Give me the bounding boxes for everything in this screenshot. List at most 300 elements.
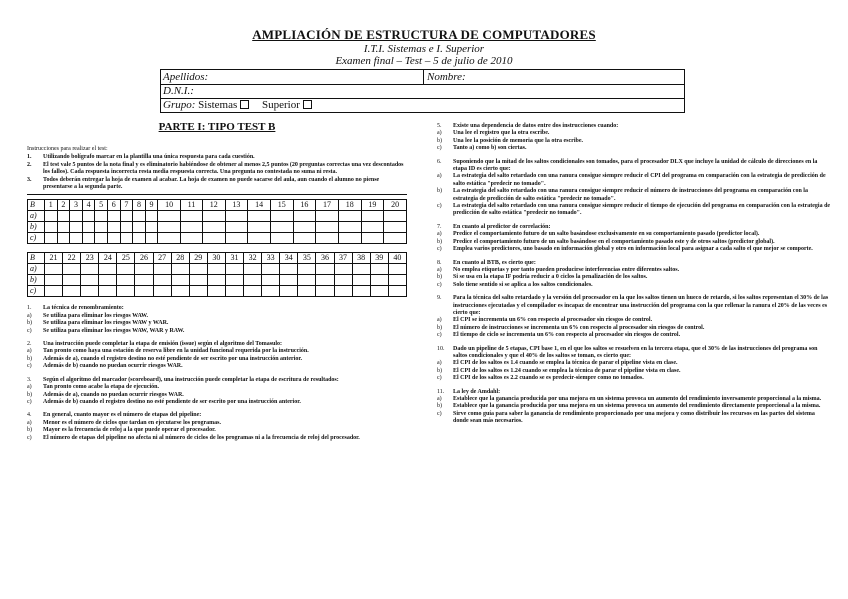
answer-cell[interactable] (207, 275, 225, 286)
question-text: Para la técnica del salto retardado y la versión del procesador en la que los saltos tienen un hueco de retardo, si los saltos representan el 30% de las instrucciones ejecutadas y el compilador es incapaz de encontrar una instrucción del programa con la que rellenar la ranura el 20% de las veces es cierto que: (453, 295, 829, 316)
answer-cell[interactable] (133, 211, 146, 222)
question (437, 123, 832, 153)
answer-cell[interactable] (189, 264, 207, 275)
answer-cell[interactable] (63, 286, 81, 297)
answer-option (27, 348, 407, 355)
question-number-cell: 34 (280, 253, 298, 264)
answer-cell[interactable] (145, 211, 158, 222)
question (437, 389, 832, 426)
question (27, 412, 407, 442)
question (27, 305, 407, 335)
answer-cell[interactable] (120, 222, 133, 233)
answer-option (437, 246, 832, 253)
option-letter: b) (437, 188, 442, 195)
answer-cell[interactable] (70, 222, 83, 233)
answer-cell[interactable] (63, 264, 81, 275)
question-number: 8. (437, 259, 442, 266)
option-letter: c) (437, 332, 442, 339)
answer-option (437, 396, 832, 403)
answer-option (437, 274, 832, 281)
question-number-cell: 5 (95, 200, 108, 211)
grid-header-row (28, 200, 407, 211)
answer-cell[interactable] (352, 286, 370, 297)
option-letter: c) (27, 398, 32, 405)
answer-cell[interactable] (244, 286, 262, 297)
question-number-cell: 24 (99, 253, 117, 264)
answer-cell[interactable] (57, 211, 70, 222)
answer-cell[interactable] (117, 264, 135, 275)
answer-cell[interactable] (63, 275, 81, 286)
question-number: 3. (27, 376, 32, 383)
answer-cell[interactable] (99, 264, 117, 275)
answer-cell[interactable] (81, 264, 99, 275)
answer-cell[interactable] (207, 286, 225, 297)
question-number-cell: 27 (153, 253, 171, 264)
answer-cell[interactable] (338, 233, 361, 244)
option-text: El tiempo de ciclo se incrementa un 6% con respecto al procesador sin riesgos de control. (453, 332, 681, 339)
answer-cell[interactable] (117, 275, 135, 286)
grid-option-row (28, 264, 407, 275)
answer-cell[interactable] (82, 233, 95, 244)
answer-option (437, 403, 832, 410)
answer-cell[interactable] (45, 264, 63, 275)
question-number-cell: 1 (45, 200, 58, 211)
answer-cell[interactable] (370, 286, 388, 297)
option-text: El número de etapas del pipeline no afecta ni al número de ciclos de los programas ni a la frecuencia de reloj del procesador. (43, 434, 360, 441)
option-text: Además de b) cuando no puedan ocurrir riesgos WAR. (43, 363, 183, 370)
answer-cell[interactable] (57, 222, 70, 233)
answer-cell[interactable] (135, 275, 153, 286)
answer-cell[interactable] (361, 222, 384, 233)
answer-cell[interactable] (120, 233, 133, 244)
option-text: Mayor es la frecuencia de reloj a la que puede operar el procesador. (43, 427, 216, 434)
answer-cell[interactable] (384, 222, 407, 233)
option-letter: a) (437, 360, 442, 367)
answer-cell[interactable] (280, 275, 298, 286)
instruction-item (27, 162, 407, 177)
option-text: El CPI de los saltos es 1.24 cuando se emplea la técnica de parar el pipeline vista en clase. (453, 367, 681, 374)
answer-table-1-20 (27, 199, 407, 244)
instruction-number: 3. (27, 176, 32, 183)
answer-cell[interactable] (117, 286, 135, 297)
answer-cell[interactable] (181, 222, 203, 233)
question-text: Suponiendo que la mitad de los saltos condicionales son tomados, para el procesador DLX que incluye la unidad de cálculo de direcciones en la etapa ID es cierto que: (453, 158, 818, 173)
question-number-cell: 17 (316, 200, 339, 211)
option-letter: b) (27, 391, 32, 398)
right-column (437, 123, 832, 432)
question-number-cell: 16 (293, 200, 316, 211)
answer-option (27, 320, 407, 327)
answer-cell[interactable] (202, 222, 225, 233)
question-number-cell: 39 (370, 253, 388, 264)
sistemas-checkbox[interactable] (240, 100, 249, 109)
option-letter: c) (437, 246, 442, 253)
instruction-text: Utilizando bolígrafo marcar en la plantilla una única respuesta para cada cuestión. (43, 154, 255, 161)
question-text: En cuanto al predictor de correlación: (453, 223, 551, 230)
question-number-cell: 9 (145, 200, 158, 211)
option-letter: a) (437, 130, 442, 137)
question-text: Existe una dependencia de datos entre dos instrucciones cuando: (453, 123, 619, 129)
answer-cell[interactable] (81, 286, 99, 297)
answer-option (27, 384, 407, 391)
answer-cell[interactable] (384, 211, 407, 222)
answer-option (27, 399, 407, 406)
answer-option (437, 282, 832, 289)
answer-cell[interactable] (280, 264, 298, 275)
option-letter: c) (437, 281, 442, 288)
answer-cell[interactable] (225, 275, 243, 286)
option-text: Emplea varios predictores, uno basado en información global y otro en información local para asignar a cada salto el que mejor se comporte. (453, 246, 813, 253)
answer-cell[interactable] (316, 286, 334, 297)
answer-cell[interactable] (361, 233, 384, 244)
question-text: La técnica de renombramiento: (43, 305, 124, 312)
answer-cell[interactable] (158, 233, 181, 244)
question (437, 260, 832, 290)
answer-cell[interactable] (95, 233, 108, 244)
question-stem (27, 341, 407, 348)
question-number-cell: 19 (361, 200, 384, 211)
answer-cell[interactable] (298, 286, 316, 297)
question-text: Dado un pipeline de 5 etapas, CPI base 1, en el que los saltos se resuelven en la tercera etapa, que el 30% de las instrucciones del programa son saltos condicionales y que el 40% de los saltos se toman, es cierto que: (453, 345, 818, 359)
superior-checkbox[interactable] (303, 100, 312, 109)
option-letter: a) (437, 266, 442, 273)
answer-cell[interactable] (82, 222, 95, 233)
answer-cell[interactable] (202, 211, 225, 222)
answer-cell[interactable] (262, 264, 280, 275)
answer-cell[interactable] (370, 264, 388, 275)
grid-header-row (28, 253, 407, 264)
answer-cell[interactable] (225, 211, 248, 222)
answer-cell[interactable] (352, 264, 370, 275)
answer-cell[interactable] (133, 222, 146, 233)
option-text: Sirve como guía para saber la ganancia de rendimiento proporcionado por una mejora y como distribuir los recursos en las partes del sistema donde sean más necesarios. (453, 410, 815, 425)
answer-option (437, 360, 832, 367)
answer-cell[interactable] (248, 211, 271, 222)
answer-cell[interactable] (316, 222, 339, 233)
answer-cell[interactable] (145, 233, 158, 244)
option-letter: c) (437, 203, 442, 210)
question-number-cell: 28 (171, 253, 189, 264)
question-number: 6. (437, 158, 442, 165)
answer-cell[interactable] (171, 275, 189, 286)
part-heading: PARTE I: TIPO TEST B (158, 121, 276, 133)
answer-cell[interactable] (70, 233, 83, 244)
option-text: Se utiliza para eliminar los riesgos WAW. (43, 312, 149, 319)
question-number-cell: 8 (133, 200, 146, 211)
question-text: Una instrucción puede completar la etapa de emisión (issue) según el algoritmo del Tomasulo: (43, 341, 283, 348)
answer-cell[interactable] (388, 264, 406, 275)
option-text: La estrategia del salto retardado con una ranura consigue siempre reducir el número de instrucciones del programa en comparación con la estrategia de predicción de salto estática "predecir no tomado". (453, 188, 808, 202)
question-number-cell: 26 (135, 253, 153, 264)
answer-cell[interactable] (248, 222, 271, 233)
answer-table-21-40 (27, 252, 407, 297)
answer-option (437, 267, 832, 274)
question-number-cell: 25 (117, 253, 135, 264)
answer-cell[interactable] (293, 222, 316, 233)
option-text: La estrategia del salto retardado con una ranura consigue siempre reducir el CPI del programa en comparación con la estrategia de predicción de salto estática "predecir no tomado". (453, 173, 826, 187)
answer-option (437, 239, 832, 246)
answer-cell[interactable] (135, 286, 153, 297)
answer-cell[interactable] (202, 233, 225, 244)
answer-cell[interactable] (388, 286, 406, 297)
option-row-label: c) (28, 286, 45, 297)
answer-cell[interactable] (153, 275, 171, 286)
id-divider (423, 70, 424, 84)
question-stem (437, 389, 832, 396)
option-text: El CPI se incrementa un 6% con respecto al procesador sin riesgos de control. (453, 317, 653, 324)
answer-cell[interactable] (293, 211, 316, 222)
question-stem (437, 346, 832, 361)
option-text: Menor es el número de ciclos que tardan en ejecutarse los programas. (43, 419, 221, 426)
answer-cell[interactable] (45, 233, 58, 244)
exam-subtitle-date: Examen final – Test – 5 de julio de 2010 (335, 55, 513, 67)
question (437, 295, 832, 339)
dni-label: D.N.I.: (163, 85, 194, 97)
grid-corner-label: B (28, 200, 45, 211)
answer-cell[interactable] (107, 222, 120, 233)
answer-cell[interactable] (225, 286, 243, 297)
answer-option (27, 420, 407, 427)
questions-left (27, 305, 407, 442)
instruction-text: El test vale 5 puntos de la nota final y es eliminatorio habiéndose de obtener al menos 2,5 puntos (20 preguntas correctas una vez descontados los fallos). Cada respuesta incorrecta resta media respuesta correcta. Una pregunta no contestada no suma ni resta. (43, 161, 404, 176)
answer-cell[interactable] (280, 286, 298, 297)
question-text: En cuanto al BTB, es cierto que: (453, 259, 536, 266)
option-text: Si se usa en la etapa IF podría reducir a 0 ciclos la penalización de los saltos. (453, 274, 648, 281)
id-row-group (161, 98, 684, 112)
answer-cell[interactable] (225, 264, 243, 275)
answer-cell[interactable] (45, 222, 58, 233)
option-letter: b) (437, 367, 442, 374)
answer-cell[interactable] (171, 264, 189, 275)
option-letter: a) (437, 173, 442, 180)
option-letter: c) (27, 434, 32, 441)
option-text: Tan pronto como haya una estación de reserva libre en la unidad funcional requerida por la instrucción. (43, 348, 309, 355)
answer-cell[interactable] (107, 233, 120, 244)
answer-cell[interactable] (316, 264, 334, 275)
answer-cell[interactable] (298, 264, 316, 275)
question-text: Según el algoritmo del marcador (scoreboard), una instrucción puede completar la etapa de escritura de resultados: (43, 376, 339, 383)
answer-cell[interactable] (133, 233, 146, 244)
answer-cell[interactable] (95, 211, 108, 222)
question-number-cell: 40 (388, 253, 406, 264)
answer-cell[interactable] (153, 264, 171, 275)
option-letter: b) (437, 324, 442, 331)
grid-option-row (28, 275, 407, 286)
question-number-cell: 36 (316, 253, 334, 264)
question-number-cell: 3 (70, 200, 83, 211)
answer-cell[interactable] (225, 222, 248, 233)
answer-cell[interactable] (207, 264, 225, 275)
question-number: 2. (27, 341, 32, 348)
question-number-cell: 20 (384, 200, 407, 211)
question-number-cell: 33 (262, 253, 280, 264)
answer-cell[interactable] (293, 233, 316, 244)
answer-option (437, 325, 832, 332)
question-number: 10. (437, 345, 445, 352)
option-letter: a) (437, 396, 442, 402)
answer-cell[interactable] (189, 275, 207, 286)
answer-cell[interactable] (45, 211, 58, 222)
answer-cell[interactable] (262, 286, 280, 297)
question (437, 159, 832, 218)
option-text: La estrategia del salto retardado con una ranura consigue siempre reducir el tiempo de ejecución del programa en comparación con la estrategia de predicción de salto estática "predecir no tomado". (453, 203, 831, 217)
answer-cell[interactable] (316, 211, 339, 222)
answer-cell[interactable] (45, 275, 63, 286)
answer-option (437, 411, 832, 426)
answer-option (437, 173, 832, 188)
answer-cell[interactable] (262, 275, 280, 286)
option-letter: c) (437, 410, 442, 417)
answer-cell[interactable] (99, 286, 117, 297)
answer-cell[interactable] (370, 275, 388, 286)
answer-cell[interactable] (158, 222, 181, 233)
answer-cell[interactable] (57, 233, 70, 244)
nombre-label: Nombre: (427, 71, 466, 83)
question-number: 5. (437, 123, 442, 129)
answer-grid-1 (27, 199, 407, 244)
option-text: No emplea etiquetas y por tanto pueden producirse interferencias entre diferentes saltos. (453, 266, 680, 273)
option-letter: a) (437, 231, 442, 238)
group-field (163, 98, 322, 112)
option-row-label: a) (28, 211, 45, 222)
answer-option (437, 203, 832, 218)
option-text: Predice el comportamiento futuro de un salto basándose en el comportamiento pasado este y de otros saltos (predictor global). (453, 238, 775, 245)
sistemas-label: Sistemas (198, 99, 238, 111)
answer-cell[interactable] (244, 275, 262, 286)
option-letter: c) (437, 375, 442, 382)
option-text: Además de b) cuando el registro destino no esté pendiente de ser escrito por una instrucción anterior. (43, 398, 301, 405)
answer-cell[interactable] (135, 264, 153, 275)
option-text: El CPI de los saltos es 2.2 cuando se es predecir-siempre como no tomados. (453, 375, 644, 382)
answer-cell[interactable] (107, 211, 120, 222)
option-letter: c) (27, 327, 32, 334)
answer-cell[interactable] (120, 211, 133, 222)
answer-cell[interactable] (181, 211, 203, 222)
instructions-heading: Instrucciones para realizar el test: (27, 146, 108, 152)
answer-cell[interactable] (384, 233, 407, 244)
option-text: Además de a), cuando el registro destino no esté pendiente de ser escrito por una instrucción anterior. (43, 355, 302, 362)
answer-cell[interactable] (270, 222, 293, 233)
option-letter: b) (27, 320, 32, 327)
question-number-cell: 29 (189, 253, 207, 264)
option-letter: b) (437, 137, 442, 144)
question-number-cell: 12 (202, 200, 225, 211)
question-stem (27, 412, 407, 419)
grid-option-row (28, 222, 407, 233)
id-row-dni (161, 84, 684, 99)
grid-option-row (28, 286, 407, 297)
answer-cell[interactable] (388, 275, 406, 286)
answer-cell[interactable] (225, 233, 248, 244)
answer-cell[interactable] (298, 275, 316, 286)
option-row-label: c) (28, 233, 45, 244)
answer-cell[interactable] (70, 211, 83, 222)
question-number: 9. (437, 295, 442, 302)
answer-cell[interactable] (316, 275, 334, 286)
answer-cell[interactable] (95, 222, 108, 233)
answer-cell[interactable] (316, 233, 339, 244)
option-text: Predice el comportamiento futuro de un salto basándose exclusivamente en su comportamiento pasado (predictor local). (453, 231, 760, 238)
option-letter: a) (27, 312, 32, 319)
answer-cell[interactable] (82, 211, 95, 222)
question-number-cell: 30 (207, 253, 225, 264)
question (437, 346, 832, 383)
question-number-cell: 22 (63, 253, 81, 264)
answer-cell[interactable] (171, 286, 189, 297)
instruction-number: 2. (27, 161, 32, 168)
instruction-text: Todos deberán entregar la hoja de examen al acabar. La hoja de examen no puede sacarse del aula, aun cuando el alumno no piense presentarse a la segunda parte. (43, 176, 380, 191)
question-number-cell: 11 (181, 200, 203, 211)
question-number-cell: 31 (225, 253, 243, 264)
answer-cell[interactable] (352, 275, 370, 286)
question (27, 341, 407, 371)
question-number-cell: 35 (298, 253, 316, 264)
answer-grid-2 (27, 252, 407, 297)
answer-cell[interactable] (189, 286, 207, 297)
answer-cell[interactable] (99, 275, 117, 286)
question-number: 4. (27, 412, 32, 419)
answer-cell[interactable] (270, 211, 293, 222)
answer-option (27, 328, 407, 335)
question-stem (437, 123, 832, 130)
answer-cell[interactable] (181, 233, 203, 244)
answer-cell[interactable] (81, 275, 99, 286)
instructions-list (27, 154, 407, 191)
answer-cell[interactable] (145, 222, 158, 233)
student-id-box (160, 69, 685, 113)
answer-cell[interactable] (361, 211, 384, 222)
answer-option (437, 368, 832, 375)
option-text: El CPI de los saltos es 1.4 cuando se emplea la técnica de parar el pipeline vista en clase. (453, 360, 678, 367)
questions-right (437, 123, 832, 426)
apellidos-label: Apellidos: (163, 71, 209, 83)
answer-option (437, 188, 832, 203)
answer-cell[interactable] (334, 264, 352, 275)
answer-cell[interactable] (334, 286, 352, 297)
answer-cell[interactable] (248, 233, 271, 244)
option-text: El número de instrucciones se incrementa un 6% con respecto al procesador sin riesgos de control. (453, 324, 705, 331)
answer-option (27, 363, 407, 370)
grid-option-row (28, 233, 407, 244)
question-stem (437, 295, 832, 317)
answer-cell[interactable] (270, 233, 293, 244)
option-text: Se utiliza para eliminar los riesgos WAW y WAR. (43, 320, 169, 327)
answer-cell[interactable] (158, 211, 181, 222)
option-row-label: b) (28, 275, 45, 286)
question-number-cell: 13 (225, 200, 248, 211)
question-number-cell: 21 (45, 253, 63, 264)
option-text: Se utiliza para eliminar los riesgos WAW, WAR y RAW. (43, 327, 185, 334)
question-stem (437, 159, 832, 174)
question-number-cell: 23 (81, 253, 99, 264)
answer-cell[interactable] (244, 264, 262, 275)
answer-option (27, 427, 407, 434)
divider (27, 194, 407, 195)
question-number-cell: 38 (352, 253, 370, 264)
answer-cell[interactable] (334, 275, 352, 286)
question-number-cell: 14 (248, 200, 271, 211)
option-letter: a) (27, 384, 32, 391)
answer-option (437, 332, 832, 339)
answer-cell[interactable] (45, 286, 63, 297)
answer-cell[interactable] (338, 222, 361, 233)
option-letter: b) (27, 355, 32, 362)
answer-cell[interactable] (153, 286, 171, 297)
instruction-item (27, 177, 407, 192)
answer-cell[interactable] (338, 211, 361, 222)
id-row-names (161, 70, 684, 85)
question-number-cell: 4 (82, 200, 95, 211)
